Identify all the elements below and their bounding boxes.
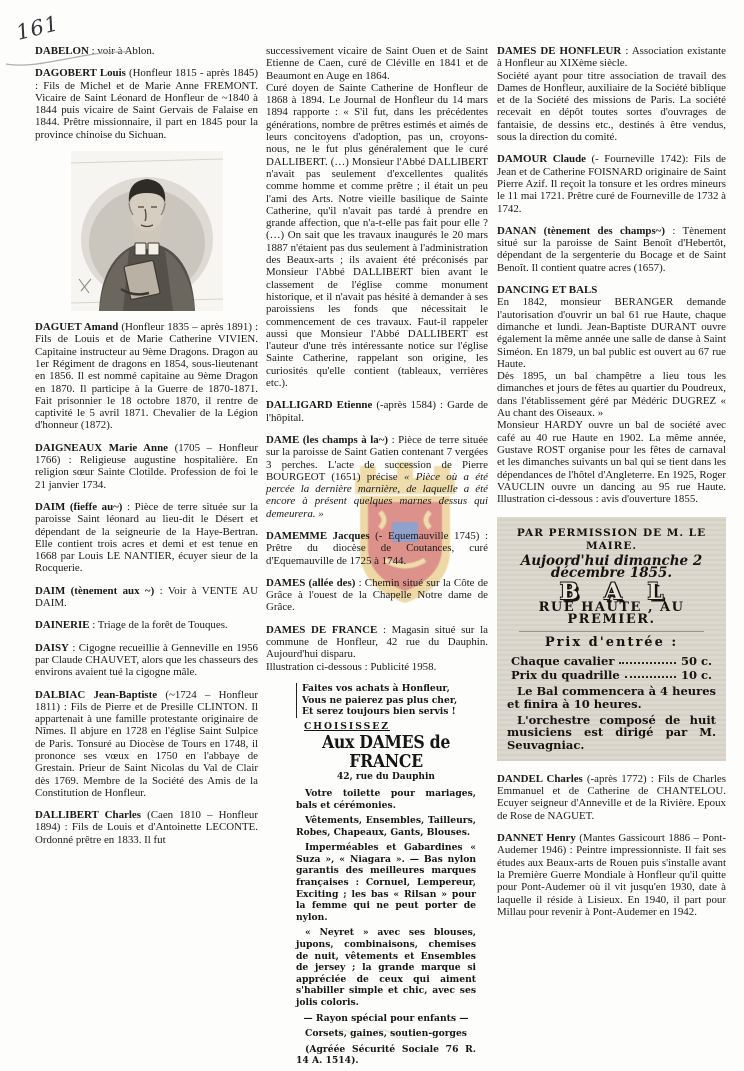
entry-term: DAGUET Amand	[35, 321, 119, 334]
entry-text: (-après 1772) : Fils de Charles Emmanuel et de Catherine de CHANTELOU. Ecuyer seigneur d'Anneville et de la Rivière. Epoux de Rose de NAGUET.	[497, 772, 726, 822]
price-label: Prix du quadrille	[511, 668, 620, 683]
entry-term: DAMES (allée des)	[266, 576, 356, 589]
entry-dalbiac	[35, 689, 258, 800]
entry-term: DANAN (tènement des champs~)	[497, 224, 665, 237]
advert-paragraph: Votre toilette pour mariages, bals et cérémonies.	[296, 787, 476, 811]
advert-choose-label: CHOISISSEZ	[304, 720, 391, 732]
entry-term: DALBIAC Jean-Baptiste	[35, 688, 158, 701]
advert-slogan-line: Vous ne paierez pas plus cher,	[302, 694, 458, 706]
entry-term: DAISY	[35, 641, 69, 654]
entry-text: (- Equemauville 1745) : Prêtre du diocèse de Coutances, curé d'Equemauville de 1725 à 1744.	[266, 529, 488, 567]
entry-quote: « Pièce où a été percée la dernière marnière, de laquelle a été encore à présent quelques marnes dessus qui demeurera. »	[266, 470, 488, 520]
illustration-note: Illustration ci-dessous : Publicité 1958.	[266, 660, 437, 673]
entry-text: : Chemin situé sur la Côte de Grâce à l'ouest de la Chapelle Notre dame de Grâce.	[266, 576, 488, 614]
entry-daim-tenement	[35, 585, 258, 610]
entry-text: (Caen 1810 – Honfleur 1894) : Fils de Louis et d'Antoinette LECONTE. Ordonné prêtre en 1833. Il fut	[35, 809, 258, 846]
entry-term: DAIGNEAUX Marie Anne	[35, 441, 168, 454]
entry-term: DANNET Henry	[497, 832, 576, 845]
entry-term: DAME (les champs à la~)	[266, 433, 389, 446]
entry-term: DAINERIE	[35, 619, 90, 632]
advert-kids-line: — Rayon spécial pour enfants —	[303, 1012, 469, 1024]
price-value: 50 c.	[680, 653, 712, 668]
advert-slogan-line: Et serez toujours bien servis !	[302, 706, 456, 718]
entry-dames-allee	[266, 577, 488, 614]
entry-paragraph: Société ayant pour titre association de travail des Dames de Honfleur, auxiliaire de la Société biblique et de la Société des missions de Paris. La société recevait en dépôt toutes sortes d'ouvrages de fantaisie, de dessins etc., destinés à être vendus, sous la direction du comité.	[497, 69, 726, 144]
entry-dallibert	[35, 809, 258, 846]
poster-title: BAL	[559, 578, 690, 605]
entry-term: DAMEMME Jacques	[266, 529, 370, 542]
entry-dancing-et-bals	[497, 284, 726, 505]
dallibert-continuation	[266, 45, 488, 389]
entry-text: : voir à Ablon.	[91, 45, 155, 57]
handwritten-page-number: 161	[13, 11, 62, 45]
advert-dames-de-france-1958	[296, 683, 476, 1067]
entry-text: : Association existante à Honfleur au XIXème siècle.	[497, 45, 726, 70]
poster-date-line: Aujoord'hui dimanche 2 décembre 1855.	[520, 552, 703, 582]
advert-items-line: Corsets, gaines, soutien-gorges	[305, 1028, 467, 1040]
entry-paragraph: Dès 1895, un bal champêtre a lieu tous les dimanches et jours de fêtes au quartier du Poudreux, dans l'établissement géré par Médéric DUGREZ « Au chant des Oiseaux. »	[497, 370, 726, 420]
advert-paragraph: « Neyret » avec ses blouses, jupons, combinaisons, chemises de nuit, vêtements et Ensembles de jersey ; la grande marque si appréciée de ceux qui aiment s'habiller simple et chic, avec ses jolis coloris.	[296, 927, 476, 1009]
continuation-paragraph: Curé doyen de Sainte Catherine de Honfleur de 1868 à 1894. Le Journal de Honfleur du 14 mars 1894 rapporte : « S'il fut, dans les précédentes générations, nombre de prêtres estimés et aimés de leurs concitoyens d'adoption, pas un, croyons-nous, ne le fut plus généralement que le curé DALLIBERT. (…) Monsieur l'Abbé DALLIBERT n'avait pas seulement d'excellentes qualités comme homme et comme prêtre ; il était un peu l'ami des Arts. Notre vieille basilique de Sainte Catherine, qu'il n'avait pas tardé à prendre en grande affection, que n'a-t-elle pas fait pour elle ? (…) On sait que les travaux inaugurés le 20 mars 1887 n'étaient pas dus seulement à l'administration des Beaux-arts ; ils avaient été préconisés par Monsieur l'Abbé DALLIBERT bien avant le classement de l'église comme monument historique, et il n'avait pas hésité à demander à ses paroissiens les fonds que nécessitait le commencement de ces travaux. Faut-il rappeler aussi que Monsieur l'Abbé DALLIBERT est l'auteur d'une très intéressante notice sur l'église Sainte Catherine, rappelant son origine, les curiosités qu'elle contient (tableaux, verrières etc.).	[266, 81, 488, 390]
entry-heading: DANCING ET BALS	[497, 284, 598, 297]
column-left	[35, 45, 258, 856]
entry-text: : Triage de la forêt de Touques.	[92, 619, 228, 632]
continuation-paragraph: successivement vicaire de Saint Ouen et de Saint Etienne de Caen, curé de Cléville en 1841 et de Beaumont en Auge en 1864.	[266, 45, 488, 82]
entry-term: DAMES DE FRANCE	[266, 623, 378, 636]
entry-damemme	[266, 530, 488, 567]
entry-term: DALLIBERT Charles	[35, 809, 141, 822]
entry-text: (Honfleur 1835 – après 1891) : Fils de Louis et de Marie Catherine VIVIEN. Capitaine instructeur au 9ème Dragons. Dragon au 1er Régiment de dragons en 1854, sous-lieutenant en 1856. Il est nommé capitaine au 9ème Dragon en 1870. Il participe à la Guerre de 1870-1871. Fait prisonnier le 18 octobre 1870, il rentre de captivité le 5 avril 1871. Chevalier de la Légion d'honneur (1872).	[35, 321, 258, 432]
entry-text: (~1724 – Honfleur 1811) : Fils de Pierre et de Presille CLINTON. Il appartenait à une famille protestante originaire de Nîmes. Il abjure en 1728 en l'église Saint Sulpice de Paris. Tonsuré au Diocèse de Tours en 1748, il prononce ses vœux en 1750 en l'abbaye de Grestain. Prieur de Saint Nicolas du Val de Clair dès 1769. Membre de la Société des Amis de la Constitution de Honfleur.	[35, 688, 258, 799]
entry-dame	[266, 434, 488, 520]
entry-text: (-après 1584) : Garde de l'hôpital.	[266, 399, 488, 424]
poster-venue-line: RUE HAUTE , AU PREMIER.	[538, 599, 685, 628]
entry-text: : Voir à VENTE AU DAIM.	[35, 584, 258, 610]
column-middle	[266, 45, 488, 1071]
entry-text: (1705 – Honfleur 1766) : Religieuse augustine hospitalière. En religion sœur Sainte Clotilde. Profession de foi le 21 janvier 1734.	[35, 441, 258, 491]
entry-text: : Tènement situé sur la paroisse de Saint Benoît d'Hebertôt, dépendant de la sergenterie du Bocage et de Saint Benoît. Il contient quatre acres (1657).	[497, 224, 727, 274]
entry-daim-fieffe	[35, 501, 258, 575]
entry-term: DANDEL Charles	[497, 772, 583, 785]
entry-dames-de-honfleur	[497, 45, 726, 143]
advert-slogan-line: Faites vos achats à Honfleur,	[302, 682, 450, 694]
poster-divider	[519, 631, 704, 632]
advert-approval-line: (Agréée Sécurité Sociale 76 R. 14 A. 1514).	[296, 1043, 476, 1067]
poster-bal-1855	[497, 517, 726, 760]
advert-slogan	[296, 683, 476, 718]
entry-text: : Magasin situé sur la commune de Honfleur, 42 rue du Dauphin. Aujourd'hui disparu.	[266, 623, 488, 661]
entry-text: (Honfleur 1815 - après 1845) : Fils de Michel et de Marie Anne FREMONT. Vicaire de Saint Léonard de Honfleur de ~1840 à 1844 puis vicaire de Saint Gervais de Falaise en 1844. Prêtre missionnaire, il part en 1845 pour la province chinoise du Sichuan.	[35, 67, 258, 141]
entry-daigneaux	[35, 442, 258, 491]
entry-term: DAGOBERT Louis	[35, 67, 126, 80]
poster-permission-line: PAR PERMISSION DE M. LE MAIRE.	[516, 527, 707, 552]
price-label: Chaque cavalier	[511, 653, 615, 668]
entry-damour	[497, 153, 726, 214]
entry-paragraph: En 1842, monsieur BERANGER demande l'autorisation d'ouvrir un bal 61 rue Haute, chaque dimanche et lundi. Jean-Baptiste DURANT ouvre également la même année une salle de danse à Saint Siméon. En 1879, un bal public est ouvert au 67 rue Haute.	[497, 296, 726, 370]
entry-term: DAMOUR Claude	[497, 153, 586, 166]
entry-dainerie	[35, 619, 258, 631]
entry-text: : Pièce de terre située sur la paroisse Saint léonard au lieu-dit le Désert et dépendant de la seigneurie de la Haye-Bertran. Elle contient trois acres et demi et est tenue en 1668 par Louis LE NANTIER, écuyer sieur de la Rocquerie.	[35, 500, 258, 575]
advert-paragraph: Vêtements, Ensembles, Tailleurs, Robes, Chapeaux, Gants, Blouses.	[296, 815, 476, 838]
entry-dalligard	[266, 399, 488, 424]
engraved-portrait-priest	[71, 151, 223, 311]
dotted-leader	[619, 662, 676, 664]
poster-price-heading: Prix d'entrée :	[544, 635, 679, 651]
entry-term: DALLIGARD Etienne	[266, 399, 373, 412]
dotted-leader	[625, 676, 676, 678]
entry-danan	[497, 225, 726, 274]
entry-text: (Mantes Gassicourt 1886 – Pont-Audemer 1946) : Peintre impressionniste. Il fait ses études aux Beaux-arts de Rouen puis s'installe avant la Première Guerre Mondiale à Honfleur qu'il quitte pour Pont-Audemer où il vit jusqu'en 1930, date à laquelle il réside à Lisieux. En 1940, il part pour Millau pour revenir à Pont-Audemer en 1942.	[497, 832, 726, 918]
entry-term: DAIM (fieffe au~)	[35, 500, 123, 513]
price-value: 10 c.	[680, 668, 712, 683]
entry-dandel	[497, 773, 726, 822]
entry-text: (- Fourneville 1742): Fils de Jean et de Catherine FOISNARD originaire de Saint Pierre Azif. Il reçoit la tonsure et les ordres mineurs le 11 mai 1721. Prêtre curé de Fourneville de 1732 à 1742.	[497, 153, 726, 215]
entry-term: DABELON	[35, 45, 89, 57]
entry-term: DAIM (tènement aux ~)	[35, 584, 155, 597]
entry-paragraph: Monsieur HARDY ouvre un bal de société avec café au 40 rue Haute en 1902. La même année, Gustave ROST organise pour les fêtes de carnaval et les dimanches suivants un bal qui se tient dans les dépendances de l'hôtel d'Angleterre. En 1925, Roger VAUCLIN ouvre un dancing au 95 rue Haute. Illustration ci-dessous : avis d'ouverture 1855.	[497, 419, 726, 506]
entry-dames-de-france	[266, 624, 488, 673]
entry-text: : Pièce de terre située sur la paroisse de Saint Gatien contenant 7 vergées 3 perches. L'acte de succession de Pierre BOURGEOT (1651) précise	[266, 433, 488, 483]
poster-orchestra-line: L'orchestre composé de huit musiciens est dirigé par M. Seuvagniac.	[507, 712, 716, 752]
entry-dabelon	[35, 45, 258, 57]
poster-price-row	[511, 655, 712, 667]
poster-schedule-line: Le Bal commencera à 4 heures et finira à 10 heures.	[507, 684, 716, 711]
column-right	[497, 45, 726, 928]
entry-daguet	[35, 321, 258, 432]
entry-dannet	[497, 832, 726, 918]
advert-store-address: 42, rue du Dauphin	[337, 772, 435, 783]
entry-text: : Cigogne recueillie à Genneville en 1956 par Claude CHAUVET, alors que les chasseurs des environs avaient tué la cigogne mâle.	[35, 641, 258, 679]
advert-paragraph: Imperméables et Gabardines « Suza », « Niagara ». — Bas nylon garantis des meilleures marques françaises : Cornuel, Lempereur, Exciting ; les bas « Rilsan » pour la femme qui ne peut porter de nylon.	[296, 842, 476, 923]
entry-dagobert	[35, 67, 258, 141]
entry-term: DAMES DE HONFLEUR	[497, 45, 622, 57]
poster-price-row	[511, 669, 712, 681]
entry-daisy	[35, 642, 258, 679]
advert-store-title: Aux DAMES de FRANCE	[321, 733, 451, 773]
